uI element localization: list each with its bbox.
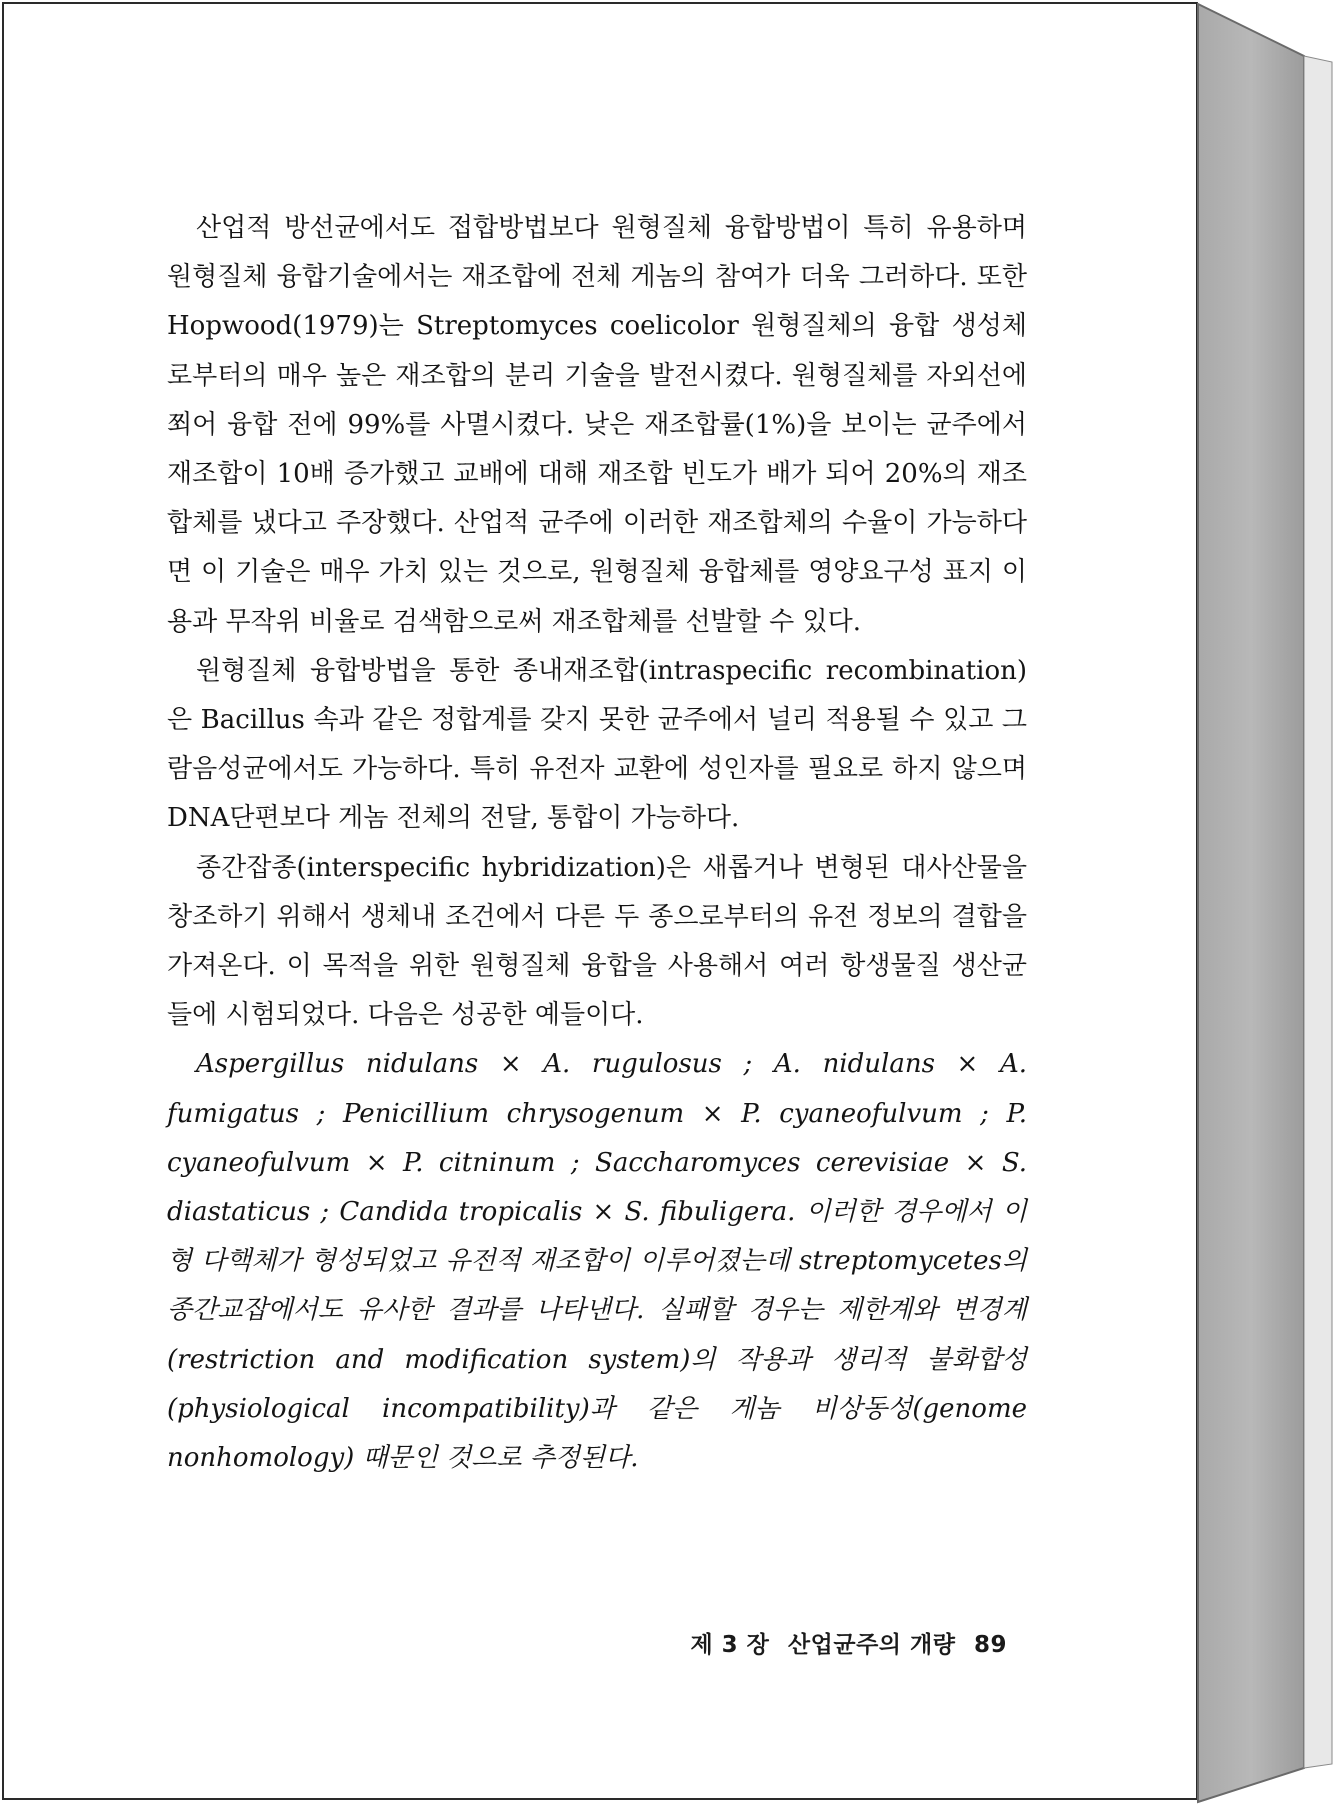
body-text <box>167 204 1027 1483</box>
page-footer <box>677 1626 1007 1659</box>
page-number: 89 <box>973 1632 1007 1658</box>
book-spine <box>1196 0 1334 1806</box>
paragraph-intraspecific-recombination: 원형질체 융합방법을 통한 종내재조합(intraspecific recombination)은 Bacillus 속과 같은 정합계를 갖지 못한 균주에서 널리 적용될 수 있고 그람음성균에서도 가능하다. 특히 유전자 교환에 성인자를 필요로 하지 않으며 DNA단편보다 게놈 전체의 전달, 통합이 가능하다. <box>167 655 1027 834</box>
paragraph-species-examples: Aspergillus nidulans × A. rugulosus ; A. nidulans × A. fumigatus ; Penicillium chrysogenum × P. cyaneofulvum ; P. cyaneofulvum × P. citninum ; Saccharomyces cerevisiae × S. diastaticus ; Candida tropicalis × S. fibuligera. 이러한 경우에서 이형 다핵체가 형성되었고 유전적 재조합이 이루어졌는데 streptomycetes의 종간교잡에서도 유사한 결과를 나타낸다. 실패할 경우는 제한계와 변경계(restriction and modification system)의 작용과 생리적 불화합성(physiological incompatibility)과 같은 게놈 비상동성(genome nonhomology) 때문인 것으로 추정된다. <box>167 1049 1027 1474</box>
paragraph-protoplast-fusion-industrial: 산업적 방선균에서도 접합방법보다 원형질체 융합방법이 특히 유용하며 원형질체 융합기술에서는 재조합에 전체 게놈의 참여가 더욱 그러하다. 또한 Hopwood(1979)는 Streptomyces coelicolor 원형질체의 융합 생성체로부터의 매우 높은 재조합의 분리 기술을 발전시켰다. 원형질체를 자외선에 쬐어 융합 전에 99%를 사멸시켰다. 낮은 재조합률(1%)을 보이는 균주에서 재조합이 10배 증가했고 교배에 대해 재조합 빈도가 배가 되어 20%의 재조합체를 냈다고 주장했다. 산업적 균주에 이러한 재조합체의 수율이 가능하다면 이 기술은 매우 가치 있는 것으로, 원형질체 융합체를 영양요구성 표지 이용과 무작위 비율로 검색함으로써 재조합체를 선발할 수 있다. <box>167 213 1027 637</box>
book-page <box>2 2 1198 1800</box>
chapter-title: 산업균주의 개량 <box>787 1632 956 1658</box>
paragraph-interspecific-hybridization: 종간잡종(interspecific hybridization)은 새롭거나 변형된 대사산물을 창조하기 위해서 생체내 조건에서 다른 두 종으로부터의 유전 정보의 결합을 가져온다. 이 목적을 위한 원형질체 융합을 사용해서 여러 항생물질 생산균들에 시험되었다. 다음은 성공한 예들이다. <box>167 852 1027 1031</box>
chapter-number: 제 3 장 <box>690 1632 770 1658</box>
